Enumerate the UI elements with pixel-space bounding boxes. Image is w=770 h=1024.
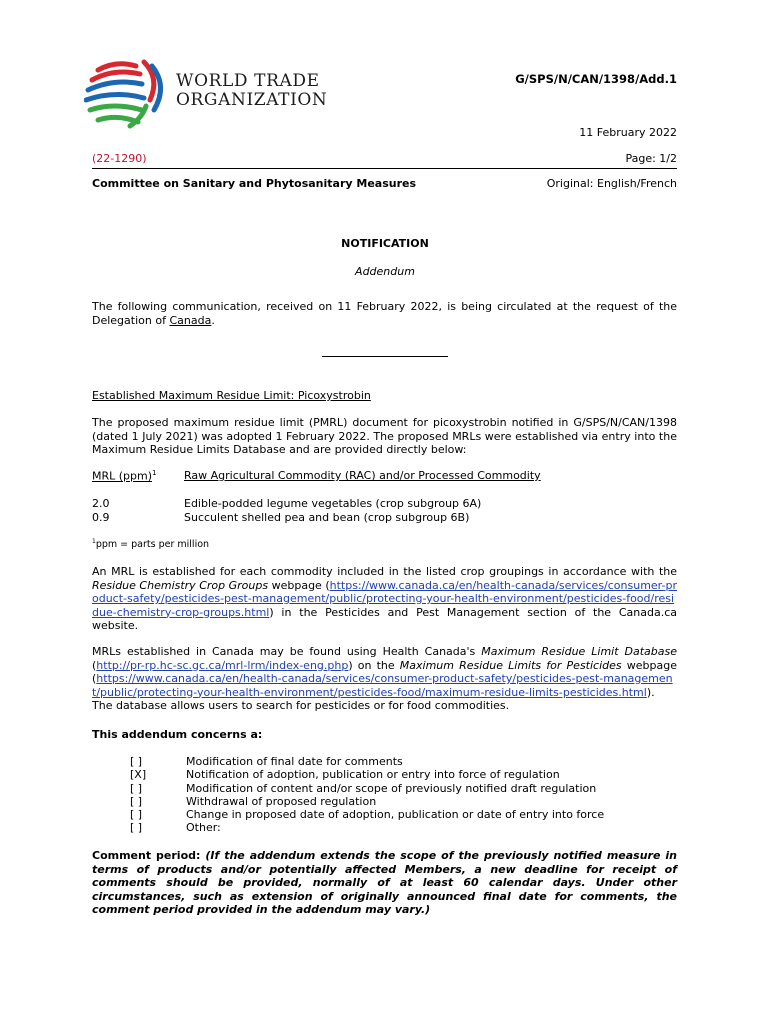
list-item (130, 821, 650, 834)
checkbox: [ ] (130, 755, 143, 768)
intro-paragraph (92, 300, 677, 327)
intro-text: The following communication, received on 11 February 2022, is being circulated at the request of the Delegation of (92, 300, 677, 327)
list-item (130, 808, 650, 821)
mrl-database-link[interactable]: http://pr-rp.hc-sc.gc.ca/mrl-lrm/index-eng.php (96, 658, 349, 672)
checkbox: [ ] (130, 821, 143, 835)
separator-line (322, 356, 448, 357)
intro-country: Canada (169, 313, 212, 327)
footnote-mark: 1 (92, 538, 96, 545)
crop-groups-link[interactable]: https://www.canada.ca/en/health-canada/services/consumer-product-safety/pesticides-pest-management/public/protecting-your-health-environment/pesticides-food/residue-chemistry-crop-groups.html (92, 578, 677, 619)
section-heading: Established Maximum Residue Limit: Picoxystrobin (92, 389, 371, 402)
checkbox-label: Notification of adoption, publication or entry into force of regulation (186, 768, 560, 782)
mrl-database-paragraph (92, 645, 677, 713)
footnote-text: ppm = parts per million (95, 539, 210, 551)
intro-end: . (211, 313, 215, 327)
comment-period (92, 849, 677, 917)
list-item (130, 795, 650, 808)
list-item (130, 782, 650, 795)
commodity-column-header: Raw Agricultural Commodity (RAC) and/or Processed Commodity (184, 469, 541, 482)
mrl-pesticides-link[interactable]: https://www.canada.ca/en/health-canada/services/consumer-product-safety/pesticides-pest-management/public/protecting-your-health-environment/pesticides-food/maximum-residue-limits-pesticides.html (92, 672, 673, 699)
wto-emblem-icon (84, 56, 176, 132)
list-item (130, 768, 650, 781)
table-row-mrl: 2.0 (92, 497, 110, 510)
checkbox-label: Modification of content and/or scope of previously notified draft regulation (186, 781, 597, 795)
comment-period-text: (If the addendum extends the scope of the previously notified measure in terms of products and/or potentially affected Members, a new deadline for receipt of comments should be provided, normally of at least 60 calendar days. Under other circumstances, such as extension of originally announced final date for comments, the comment period provided in the addendum may vary.) (92, 849, 677, 916)
mrl-column-header (92, 469, 157, 483)
wto-logo (84, 56, 344, 132)
table-row-commodity: Succulent shelled pea and bean (crop subgroup 6B) (184, 511, 470, 524)
checkbox: [ ] (130, 794, 143, 808)
checkbox: [X] (130, 768, 147, 782)
p3-text-a: MRLs established in Canada may be found using Health Canada's (92, 645, 482, 658)
checkbox: [ ] (130, 808, 143, 822)
list-item (130, 755, 650, 768)
concerns-checklist (130, 755, 650, 835)
p2-text-b: Residue Chemistry Crop Groups (92, 578, 269, 592)
concerns-heading: This addendum concerns a: (92, 728, 263, 741)
p3-text-c: ( (92, 658, 97, 672)
footnote (92, 538, 209, 550)
section-paragraph: The proposed maximum residue limit (PMRL) document for picoxystrobin notified in G/SPS/N/CAN/1398 (dated 1 July 2021) was adopted 1 February 2022. The proposed MRLs were established via entry into the Maximum Residue Limits Database and are provided directly below: (92, 416, 677, 456)
checkbox-label: Withdrawal of proposed regulation (186, 794, 377, 808)
committee-name: Committee on Sanitary and Phytosanitary Measures (92, 177, 417, 190)
header-divider (92, 168, 677, 169)
document-number: (22-1290) (92, 152, 147, 165)
p2-text-c: webpage ( (268, 578, 330, 592)
table-row-commodity: Edible-podded legume vegetables (crop subgroup 6A) (184, 497, 482, 510)
notification-heading: NOTIFICATION (341, 237, 429, 250)
p3-text-e: Maximum Residue Limits for Pesticides (399, 658, 622, 672)
org-name-line2: ORGANIZATION (176, 90, 328, 110)
page-indicator: Page: 1/2 (625, 152, 677, 165)
checkbox-label: Modification of final date for comments (186, 755, 403, 768)
checkbox-label: Other: (186, 821, 221, 835)
document-date: 11 February 2022 (579, 126, 677, 139)
checkbox: [ ] (130, 781, 143, 795)
p2-text-a: An MRL is established for each commodity included in the listed crop groupings in accordance with the (92, 565, 677, 578)
mrl-header-footnote-ref: 1 (152, 469, 157, 477)
document-symbol: G/SPS/N/CAN/1398/Add.1 (515, 72, 677, 86)
org-name (176, 72, 327, 110)
p2-text-d: ) in the Pesticides and Pest Management section of the Canada.ca website. (92, 605, 677, 632)
p3-text-g: ). The database allows users to search for pesticides or for food commodities. (92, 685, 655, 712)
original-language: Original: English/French (546, 177, 677, 190)
org-name-line1: WORLD TRADE (176, 71, 320, 91)
p3-text-b: Maximum Residue Limit Database (481, 645, 677, 658)
p3-text-f: webpage ( (92, 658, 677, 685)
comment-period-label: Comment period: (92, 849, 206, 862)
p3-text-d: ) on the (348, 658, 400, 672)
addendum-subheading: Addendum (355, 265, 415, 278)
mrl-header-text: MRL (ppm) (92, 469, 153, 483)
checkbox-label: Change in proposed date of adoption, publication or date of entry into force (186, 808, 605, 822)
table-row-mrl: 0.9 (92, 511, 110, 524)
crop-groups-paragraph (92, 565, 677, 633)
